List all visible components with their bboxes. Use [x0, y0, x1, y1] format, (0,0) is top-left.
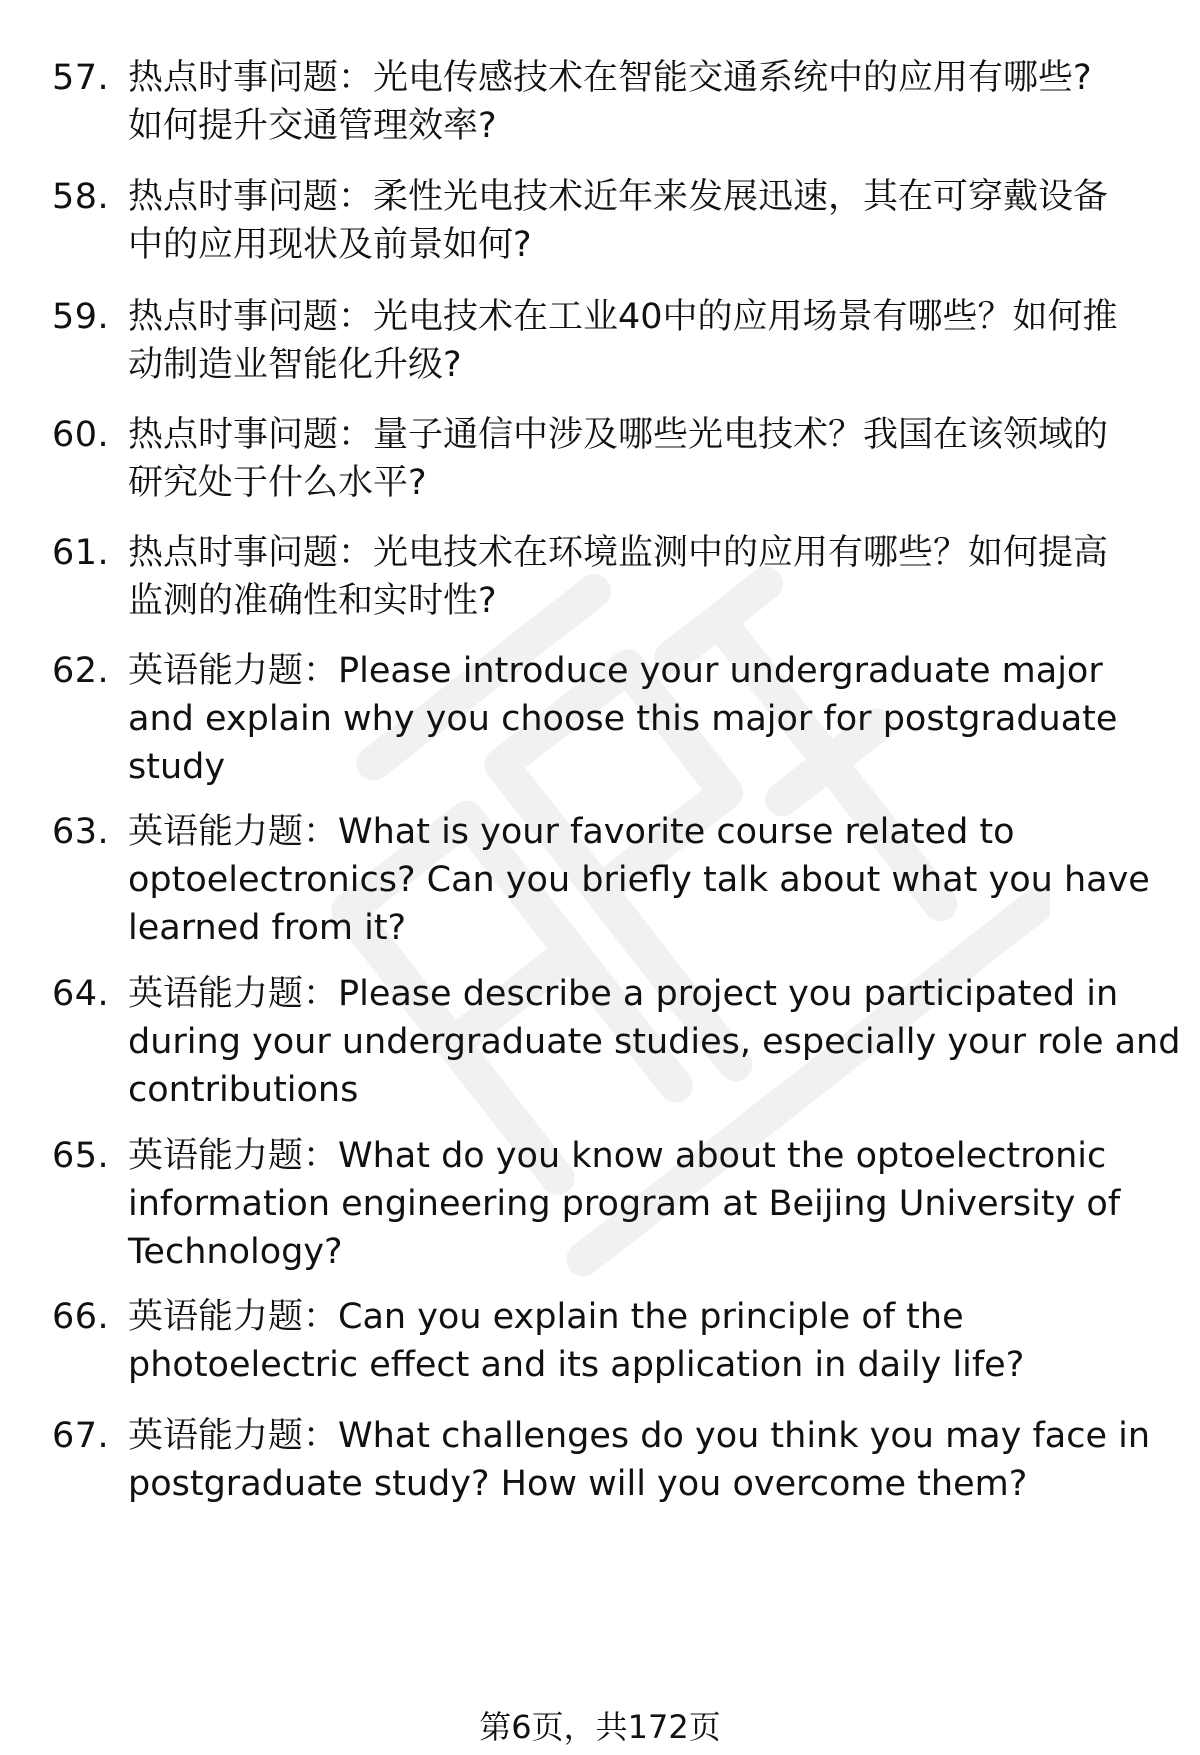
question-number: 65. — [52, 1136, 110, 1176]
question-line: 热点时事问题：量子通信中涉及哪些光电技术？我国在该领域的 — [128, 415, 1109, 455]
question-line: contributions — [128, 1070, 359, 1110]
question-number: 61. — [52, 533, 110, 573]
question-line: 热点时事问题：光电传感技术在智能交通系统中的应用有哪些? — [128, 58, 1092, 98]
question-text — [128, 173, 1200, 269]
question-number: 63. — [52, 812, 110, 852]
question-number: 62. — [52, 651, 110, 691]
question-line: and explain why you choose this major for postgraduate — [128, 699, 1118, 739]
question-number: 60. — [52, 415, 110, 455]
question-number: 67. — [52, 1416, 110, 1456]
question-text — [128, 293, 1200, 389]
question-text — [128, 970, 1200, 1114]
question-text — [128, 1412, 1200, 1508]
page-number-footer: 第6页，共172页 — [479, 1708, 721, 1746]
question-line: during your undergraduate studies, especially your role and — [128, 1022, 1181, 1062]
question-line: photoelectric effect and its application in daily life? — [128, 1345, 1025, 1385]
question-line: 英语能力题：What do you know about the optoelectronic — [128, 1136, 1107, 1176]
question-number: 59. — [52, 297, 110, 337]
question-line: 动制造业智能化升级? — [128, 345, 462, 385]
question-line: 热点时事问题：光电技术在工业40中的应用场景有哪些？如何推 — [128, 297, 1118, 337]
question-number: 64. — [52, 974, 110, 1014]
question-line: Technology? — [128, 1232, 343, 1272]
question-number: 58. — [52, 177, 110, 217]
question-line: 如何提升交通管理效率? — [128, 106, 497, 146]
question-line: 热点时事问题：柔性光电技术近年来发展迅速，其在可穿戴设备 — [128, 177, 1109, 217]
question-line: 英语能力题：Can you explain the principle of the — [128, 1297, 964, 1337]
question-line: 中的应用现状及前景如何? — [128, 225, 532, 265]
question-text — [128, 1293, 1200, 1389]
question-line: study — [128, 747, 226, 787]
question-number: 57. — [52, 58, 110, 98]
question-text — [128, 808, 1200, 952]
question-line: 研究处于什么水平? — [128, 463, 427, 503]
question-line: learned from it? — [128, 908, 407, 948]
question-line: 英语能力题：Please introduce your undergraduate major — [128, 651, 1103, 691]
question-line: 英语能力题：What challenges do you think you may face in — [128, 1416, 1151, 1456]
question-text — [128, 411, 1200, 507]
question-line: 英语能力题：Please describe a project you participated in — [128, 974, 1119, 1014]
question-line: information engineering program at Beijing University of — [128, 1184, 1121, 1224]
question-line: optoelectronics? Can you briefly talk about what you have — [128, 860, 1150, 900]
question-line: 热点时事问题：光电技术在环境监测中的应用有哪些？如何提高 — [128, 533, 1109, 573]
question-text — [128, 529, 1200, 625]
question-text — [128, 647, 1200, 791]
question-text — [128, 54, 1200, 150]
question-line: postgraduate study? How will you overcome them? — [128, 1464, 1028, 1504]
question-text — [128, 1132, 1200, 1276]
question-line: 监测的准确性和实时性? — [128, 581, 497, 621]
question-number: 66. — [52, 1297, 110, 1337]
question-line: 英语能力题：What is your favorite course related to — [128, 812, 1015, 852]
